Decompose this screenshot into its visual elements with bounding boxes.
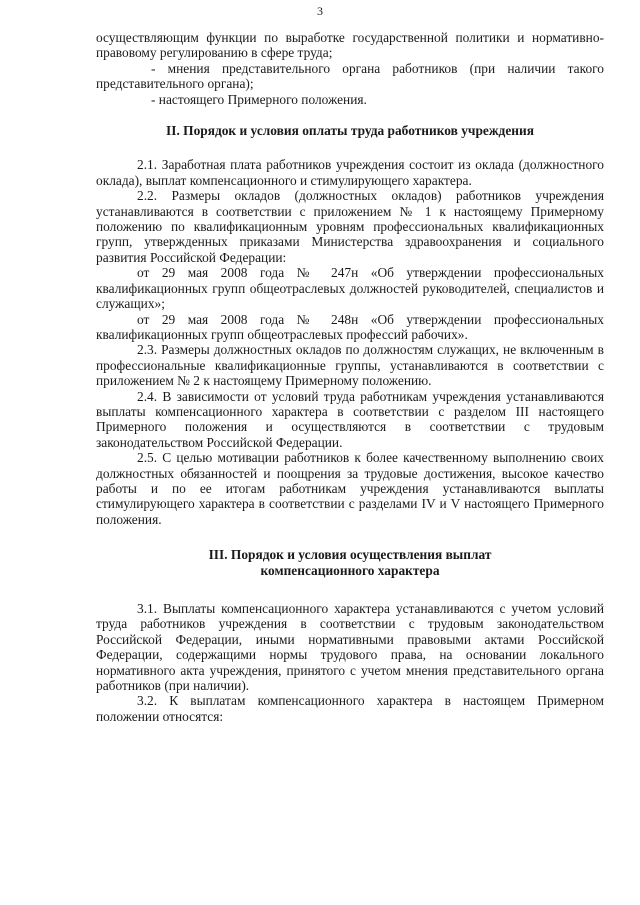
paragraph-2-4: 2.4. В зависимости от условий труда работникам учреждения устанавливаются выплаты компенсационного характера в соответствии с разделом III настоящего Примерного положения и осуществляются в соответствии с трудовым законодательством Российской Федерации. [96, 388, 604, 450]
section-3-heading-line-2: компенсационного характера [260, 562, 440, 578]
paragraph-2-5: 2.5. С целью мотивации работников к более качественному выполнению своих должностных обязанностей и поощрения за трудовые достижения, высокое качество работы и по ее итогам работникам учреждения устанавливаются выплаты стимулирующего характера в соответствии с разделами IV и V настоящего Примерного положения. [96, 450, 604, 527]
document-body [96, 30, 604, 724]
paragraph-2-3: 2.3. Размеры должностных окладов по должностям служащих, не включенным в профессиональные квалификационные группы, устанавливаются в соответствии с приложением № 2 к настоящему Примерному положению. [96, 342, 604, 389]
paragraph-2-1: 2.1. Заработная плата работников учреждения состоит из оклада (должностного оклада), выплат компенсационного и стимулирующего характера. [96, 157, 604, 188]
order-248n: от 29 мая 2008 года № 248н «Об утверждении профессиональных квалификационных групп общеотраслевых профессий рабочих». [96, 311, 604, 342]
paragraph-3-2: 3.2. К выплатам компенсационного характера в настоящем Примерном положении относятся: [96, 693, 604, 724]
order-247n: от 29 мая 2008 года № 247н «Об утверждении профессиональных квалификационных групп общеотраслевых должностей руководителей, специалистов и служащих»; [96, 265, 604, 312]
intro-item-provision: - настоящего Примерного положения. [151, 91, 367, 107]
section-3-heading-line-1: III. Порядок и условия осуществления выплат [208, 547, 492, 563]
section-2-heading: II. Порядок и условия оплаты труда работников учреждения [166, 123, 534, 139]
page-number: 3 [317, 4, 323, 18]
intro-item-opinion: - мнения представительного органа работников (при наличии такого представительного органа); [96, 60, 604, 92]
paragraph-3-1: 3.1. Выплаты компенсационного характера устанавливаются с учетом условий труда работников учреждения в соответствии с трудовым законодательством Российской Федерации, иными нормативными правовыми актами Российской Федерации, содержащими нормы трудового права, на основании локального нормативного акта учреждения, принятого с учетом мнения представительного органа работников (при наличии). [96, 601, 604, 694]
section-3-heading [96, 547, 604, 578]
intro-continuation: осуществляющим функции по выработке государственной политики и нормативно-правовому регулированию в сфере труда; [96, 30, 604, 61]
paragraph-2-2: 2.2. Размеры окладов (должностных окладов) работников учреждения устанавливаются в соответствии с приложением № 1 к настоящему Примерному положению по квалификационным уровням профессиональных квалификационных групп, утвержденных приказами Министерства здравоохранения и социального развития Российской Федерации: [96, 188, 604, 265]
